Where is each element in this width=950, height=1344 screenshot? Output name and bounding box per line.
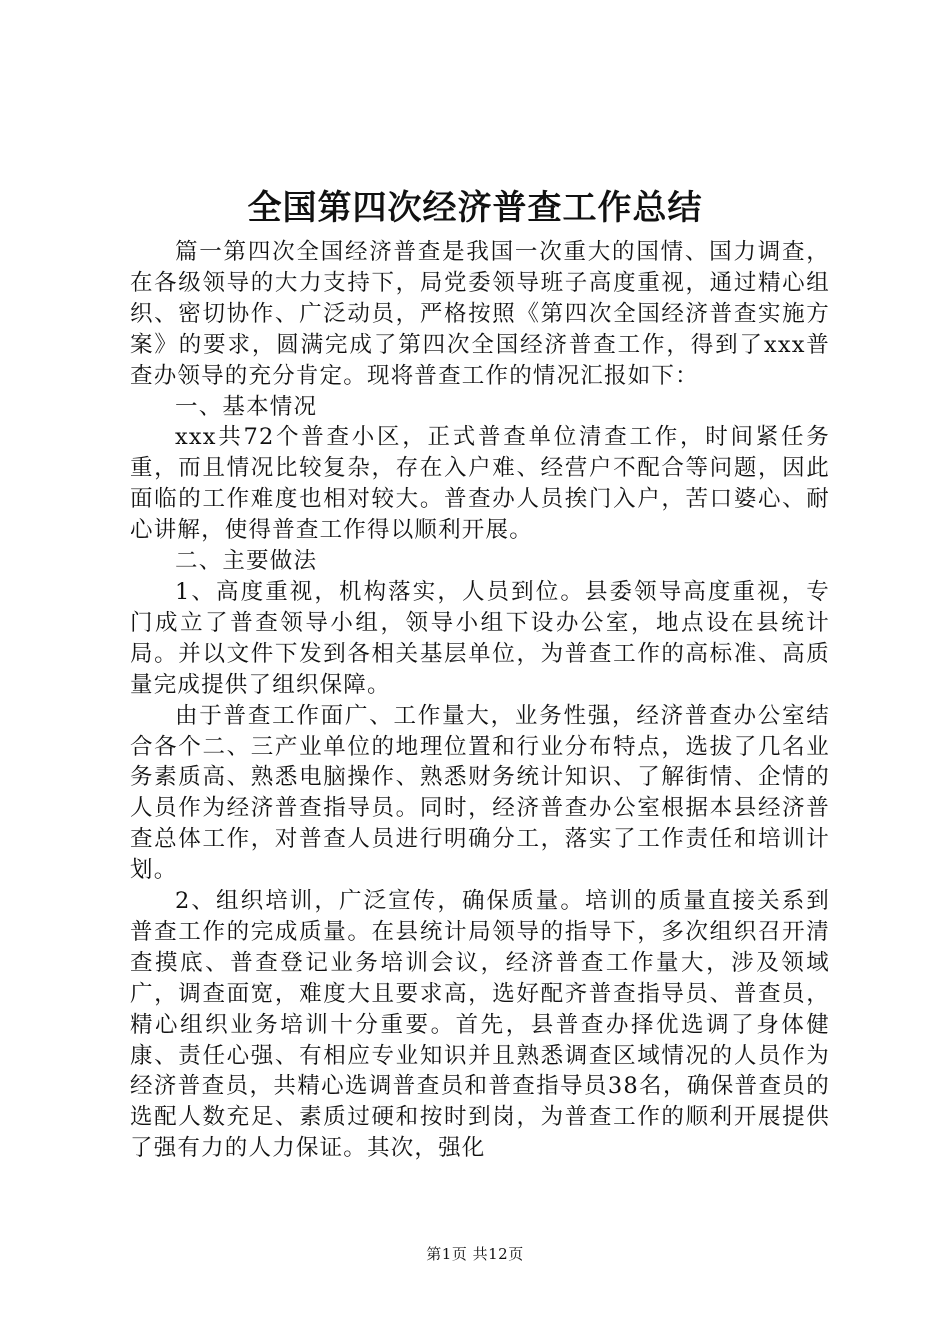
section-heading-main-practices: 二、主要做法 [175, 548, 318, 575]
paragraph-practice-1-detail: 由于普查工作面广、工作量大，业务性强，经济普查办公室结合各个二、三产业单位的地理位置和行业分布特点，选拔了几名业务素质高、熟悉电脑操作、熟悉财务统计知识、了解街情、企情的人员作为经济普查指导员。同时，经济普查办公室根据本县经济普查总体工作，对普查人员进行明确分工，落实了工作责任和培训计划。 [130, 702, 830, 884]
paragraph-basic-situation: xxx共72个普查小区，正式普查单位清查工作，时间紧任务重，而且情况比较复杂，存在入户难、经营户不配合等问题，因此面临的工作难度也相对较大。普查办人员挨门入户，苦口婆心、耐心讲解，使得普查工作得以顺利开展。 [130, 424, 830, 544]
paragraph-intro: 篇一第四次全国经济普查是我国一次重大的国情、国力调查，在各级领导的大力支持下，局党委领导班子高度重视，通过精心组织、密切协作、广泛动员，严格按照《第四次全国经济普查实施方案》的要求，圆满完成了第四次全国经济普查工作，得到了xxx普查办领导的充分肯定。现将普查工作的情况汇报如下： [130, 239, 830, 389]
paragraph-practice-2: 2、组织培训，广泛宣传，确保质量。培训的质量直接关系到普查工作的完成质量。在县统计局领导的指导下，多次组织召开清查摸底、普查登记业务培训会议，经济普查工作量大，涉及领域广，调查面宽，难度大且要求高，选好配齐普查指导员、普查员，精心组织业务培训十分重要。首先，县普查办择优选调了身体健康、责任心强、有相应专业知识并且熟悉调查区域情况的人员作为经济普查员，共精心选调普查员和普查指导员38名，确保普查员的选配人数充足、素质过硬和按时到岗，为普查工作的顺利开展提供了强有力的人力保证。其次，强化 [130, 888, 830, 1162]
document-body [130, 237, 830, 1164]
page-number-footer: 第1页 共12页 [426, 1245, 524, 1263]
document-title: 全国第四次经济普查工作总结 [247, 188, 703, 228]
paragraph-practice-1: 1、高度重视，机构落实，人员到位。县委领导高度重视，专门成立了普查领导小组，领导小组下设办公室，地点设在县统计局。并以文件下发到各相关基层单位，为普查工作的高标准、高质量完成提供了组织保障。 [130, 578, 830, 698]
section-heading-basic-situation: 一、基本情况 [175, 393, 318, 420]
